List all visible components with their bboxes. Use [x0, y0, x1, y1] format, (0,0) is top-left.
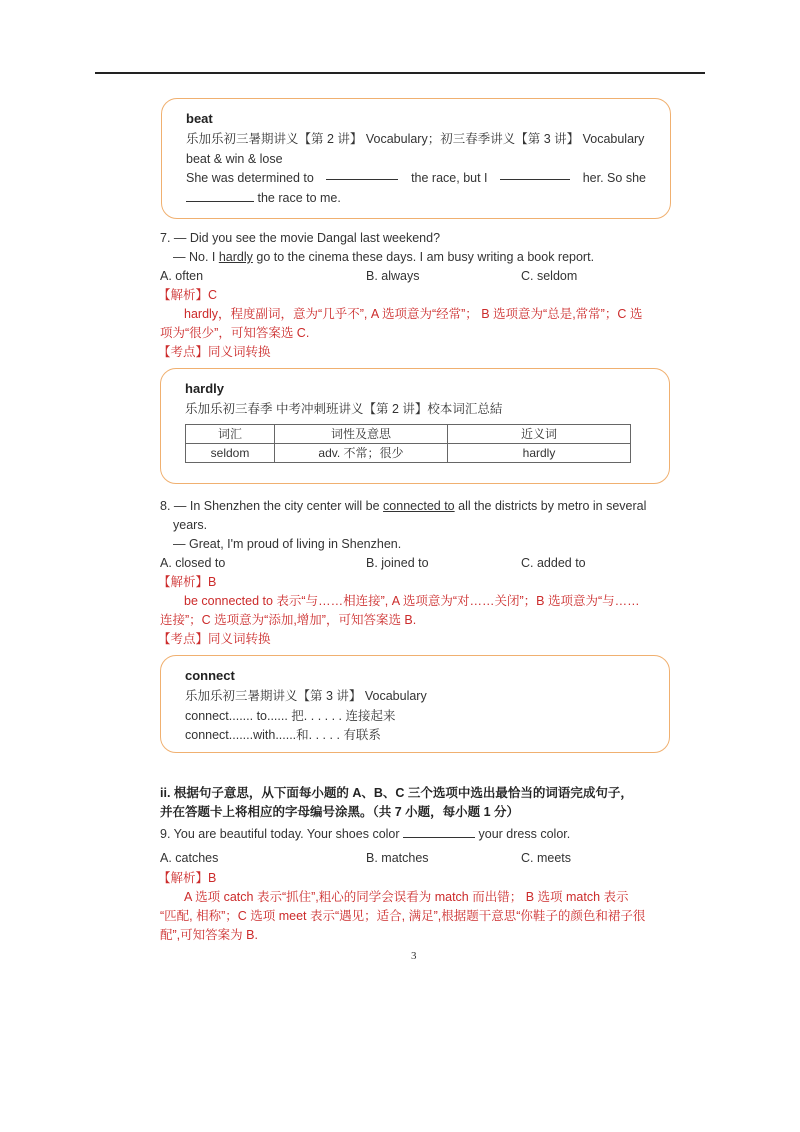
vocab-box-connect — [160, 655, 670, 753]
header-rule — [95, 72, 705, 74]
box-line: beat & win & lose — [186, 151, 283, 166]
q9-option-b: B. matches — [366, 851, 429, 865]
q7-underlined: hardly — [218, 250, 253, 264]
q8-explanation: 连接”；C 选项意为“添加,增加”，可知答案选 B. — [160, 613, 417, 627]
q7-line-1: 7. — Did you see the movie Dangal last weekend? — [160, 231, 441, 245]
box-line: 乐加乐初三暑期讲义【第 2 讲】 Vocabulary；初三春季讲义【第 3 讲】 Vocabulary — [186, 132, 645, 146]
page-number: 3 — [411, 950, 417, 962]
box-line: 乐加乐初三春季 中考冲刺班讲义【第 2 讲】校本词汇总結 — [185, 402, 503, 416]
box-heading: connect — [185, 668, 235, 683]
answer-blank — [326, 169, 398, 180]
answer-blank — [186, 191, 254, 202]
vocab-box-hardly — [160, 368, 670, 484]
q7-text: go to the cinema these days. I am busy writing a book report. — [252, 250, 595, 264]
q8-line-2: years. — [173, 518, 208, 532]
box-line — [186, 189, 646, 209]
q8-text: 8. — In Shenzhen the city center will be — [160, 499, 384, 513]
q7-line-2 — [173, 249, 594, 265]
box-heading: hardly — [185, 381, 225, 396]
sentence-part: the race to me. — [257, 190, 341, 205]
q9-answer: 【解析】B — [158, 871, 217, 885]
q8-line-1 — [160, 498, 646, 514]
box-line: connect....... to...... 把. . . . . . 连接起来 — [185, 708, 396, 723]
q7-explanation: hardly，程度副词，意为“几乎不”, A 选项意为“经常”； B 选项意为“总是,常常”；C 选 — [184, 307, 643, 321]
q9-explanation: 配”,可知答案为 B. — [160, 928, 258, 942]
q9-explanation: “匹配, 相称”；C 选项 meet 表示“遇见；适合, 满足”,根据题干意思“你鞋子的颜色和裙子很 — [160, 909, 646, 923]
q7-explanation: 项为“很少”，可知答案选 C. — [160, 326, 310, 340]
table-cell: adv. 不常；很少 — [275, 443, 448, 462]
q7-answer: 【解析】C — [158, 288, 218, 302]
q9-text: 9. You are beautiful today. Your shoes color — [160, 827, 400, 841]
box-heading: beat — [186, 111, 213, 126]
q7-option-a: A. often — [160, 269, 204, 283]
q8-text: all the districts by metro in several — [454, 499, 647, 513]
box-line: connect.......with......和. . . . . 有联系 — [185, 728, 381, 742]
q9-text: your dress color. — [478, 827, 571, 841]
vocab-box-beat — [161, 98, 671, 219]
q8-underlined: connected to — [383, 499, 455, 513]
q9-option-c: C. meets — [521, 851, 572, 865]
answer-blank — [500, 169, 570, 180]
q8-line-3: — Great, I'm proud of living in Shenzhen. — [173, 537, 402, 551]
q9-line-1 — [160, 826, 570, 842]
sentence-part: She was determined to — [186, 171, 314, 185]
table-cell: seldom — [186, 443, 275, 462]
q8-option-a: A. closed to — [160, 556, 226, 570]
section-title: 并在答题卡上将相应的字母编号涂黑。（共 7 小题，每小题 1 分） — [160, 805, 520, 819]
sentence-part: her. So she — [582, 171, 646, 185]
answer-blank — [403, 827, 475, 838]
q7-option-b: B. always — [366, 269, 420, 283]
q7-option-c: C. seldom — [521, 269, 578, 283]
sentence-part: the race, but I — [411, 171, 488, 185]
box-line — [186, 169, 646, 189]
q8-explanation: be connected to 表示“与……相连接”, A 选项意为“对……关闭”；B 选项意为“与…… — [184, 594, 640, 608]
q8-topic: 【考点】同义词转换 — [158, 632, 271, 646]
q7-topic: 【考点】同义词转换 — [158, 345, 271, 359]
q7-text: — No. I — [173, 250, 219, 264]
table-cell: 近义词 — [448, 424, 631, 443]
q9-explanation: A 选项 catch 表示“抓住”,粗心的同学会误看为 match 而出错； B 选项 match 表示 — [184, 890, 629, 904]
box-line: 乐加乐初三暑期讲义【第 3 讲】 Vocabulary — [185, 689, 427, 703]
vocab-table — [185, 424, 631, 463]
q8-option-b: B. joined to — [366, 556, 429, 570]
q8-answer: 【解析】B — [158, 575, 217, 589]
table-header-row — [186, 424, 631, 443]
q9-option-a: A. catches — [160, 851, 219, 865]
table-cell: 词汇 — [186, 424, 275, 443]
table-row — [186, 443, 631, 462]
table-cell: hardly — [448, 443, 631, 462]
q8-option-c: C. added to — [521, 556, 586, 570]
table-cell: 词性及意思 — [275, 424, 448, 443]
section-title: ii. 根据句子意思，从下面每小题的 A、B、C 三个选项中选出最恰当的词语完成句子， — [160, 786, 633, 800]
